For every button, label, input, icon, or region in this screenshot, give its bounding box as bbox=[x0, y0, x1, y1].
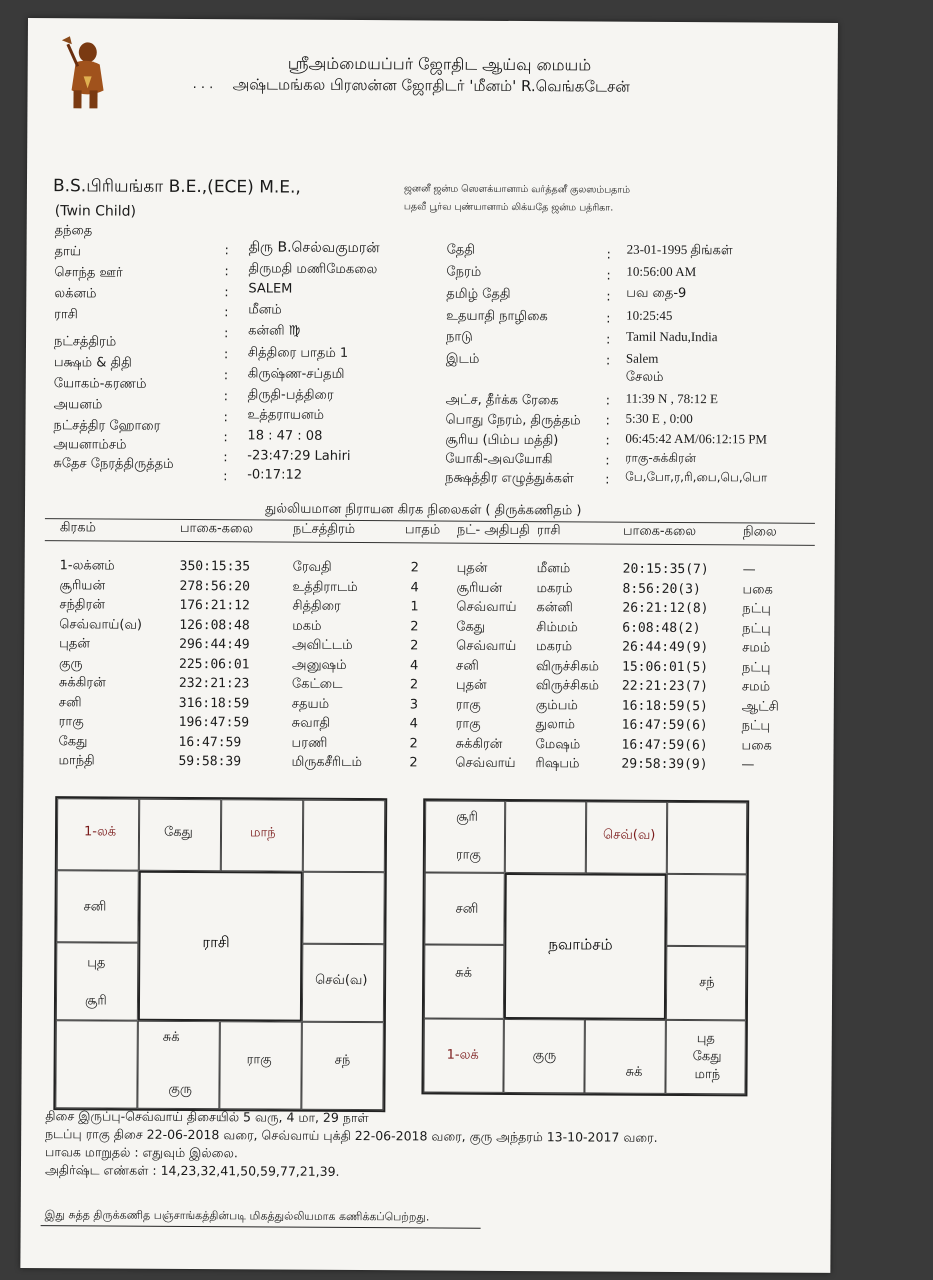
detail-label: யோகி-அவயோகி bbox=[445, 451, 553, 468]
detail-label: தேதி bbox=[446, 242, 475, 258]
planet-cell: 176:21:12 bbox=[179, 597, 250, 614]
header-dots: . . . bbox=[192, 77, 214, 93]
planet-cell: 6:08:48(2) bbox=[622, 620, 701, 636]
planet-cell: சித்திரை bbox=[292, 598, 341, 614]
planet-cell: சதயம் bbox=[291, 696, 330, 712]
planet-cell: மீனம் bbox=[536, 561, 571, 577]
col-header: நட்சத்திரம் bbox=[292, 521, 356, 538]
planet-cell: 2 bbox=[410, 638, 419, 654]
detail-label: சொந்த ஊர் bbox=[54, 265, 123, 281]
planet-cell: 2 bbox=[409, 677, 419, 693]
current-dasa: நடப்பு ராகு திசை 22-06-2018 வரை, செவ்வாய் புக்தி 22-06-2018 வரை, குரு அந்தரம் 13-10-2017 வரை. bbox=[45, 1126, 658, 1145]
detail-label: அயனம் bbox=[53, 397, 103, 413]
planet-cell: 16:47:59(6) bbox=[621, 737, 708, 753]
navamsa-cell-gemini bbox=[667, 802, 747, 874]
detail-label: யோகம்-கரணம் bbox=[53, 376, 147, 392]
planet-name: சனி bbox=[58, 694, 82, 710]
mother-value: திருமதி மணிமேகலை bbox=[248, 261, 378, 278]
blessing-line-2: பதவீ பூர்வ புண்யானாம் லிக்யதே ஜன்ம பத்ரிகா. bbox=[403, 201, 614, 214]
person-name: B.S.பிரியங்கா B.E.,(ECE) M.E., bbox=[52, 176, 301, 198]
navamsa-cell-libra bbox=[584, 1019, 665, 1093]
planet-cell: மகரம் bbox=[536, 639, 573, 655]
rasi-cell-taurus bbox=[221, 799, 303, 871]
planet-cell: சமம் bbox=[742, 640, 771, 656]
lagnam-value: மீனம் bbox=[248, 302, 282, 318]
detail-label: உதயாதி நாழிகை bbox=[446, 308, 548, 325]
yogam-value: திருதி-பத்திரை bbox=[247, 387, 334, 403]
navamsa-planet: சனி bbox=[455, 901, 479, 917]
date-value: 23-01-1995 திங்கள் bbox=[626, 241, 733, 258]
ayanamsa-value: -23:47:29 Lahiri bbox=[247, 448, 351, 464]
detail-label: நட்சத்திர ஹோரை bbox=[53, 418, 161, 434]
planet-cell: சுக்கிரன் bbox=[455, 736, 503, 752]
navamsa-planet: சந் bbox=[699, 975, 715, 991]
yogi-value: ராகு-சுக்கிரன் bbox=[625, 450, 696, 466]
planet-cell: ராகு bbox=[455, 697, 481, 713]
planet-cell: ஆட்சி bbox=[741, 698, 779, 715]
col-header: நட்- அதிபதி bbox=[456, 522, 530, 539]
planet-cell: 2 bbox=[410, 618, 419, 634]
hometown-value: SALEM bbox=[248, 281, 293, 297]
detail-label: அட்ச, தீர்க்க ரேகை bbox=[445, 392, 559, 409]
planet-name: புதன் bbox=[59, 636, 90, 652]
planet-name: சுக்கிரன் bbox=[58, 675, 106, 691]
planet-cell: 59:58:39 bbox=[178, 753, 242, 770]
detail-label: ராசி bbox=[54, 307, 78, 323]
planet-cell: 22:21:23(7) bbox=[621, 678, 709, 695]
navamsa-cell-aries bbox=[505, 801, 586, 873]
planet-cell: 4 bbox=[409, 716, 419, 732]
planet-cell: கேட்டை bbox=[291, 676, 343, 692]
planet-cell: துலாம் bbox=[535, 717, 576, 733]
navamsa-cell-cancer bbox=[666, 874, 746, 946]
planet-cell: நட்பு bbox=[741, 718, 771, 734]
navamsa-planet: சுக் bbox=[455, 965, 473, 981]
planet-cell: பரணி bbox=[291, 735, 328, 751]
rasi-cell-gemini bbox=[303, 800, 385, 872]
horoscope-page bbox=[20, 18, 838, 1273]
dasa-balance: திசை இருப்பு-செவ்வாய் திசையில் 5 வரு, 4 மா, 29 நாள் bbox=[45, 1108, 369, 1126]
rasi-planet: ராகு bbox=[246, 1052, 272, 1068]
planet-cell: 2 bbox=[409, 755, 418, 771]
rasi-cell-virgo bbox=[301, 1022, 384, 1110]
rasi-value: கன்னி ♍ bbox=[248, 323, 301, 339]
detail-label: தாய் bbox=[54, 244, 82, 260]
planet-name: ராகு bbox=[58, 714, 84, 730]
planets-table-title: துல்லியமான நிராயன கிரக நிலைகள் ( திருக்கணிதம் ) bbox=[264, 501, 582, 519]
rasi-planet: சனி bbox=[83, 899, 107, 915]
place-tamil-value: சேலம் bbox=[625, 369, 664, 385]
navamsa-cell-scorpio bbox=[503, 1019, 584, 1093]
correction-value: -0:17:12 bbox=[247, 467, 303, 483]
planet-name: செவ்வாய்(வ) bbox=[59, 616, 143, 633]
rasi-cell-cancer bbox=[302, 872, 384, 944]
planet-cell: 1 bbox=[410, 599, 419, 615]
rasi-cell-libra bbox=[219, 1021, 302, 1109]
rasi-planet: சுக் bbox=[162, 1029, 180, 1045]
planet-cell: 29:58:39(9) bbox=[621, 756, 708, 773]
rasi-planet: மாந் bbox=[249, 825, 276, 841]
navamsa-planet: ராகு bbox=[455, 847, 481, 863]
planet-cell: 316:18:59 bbox=[178, 695, 250, 711]
planet-cell: 2 bbox=[410, 560, 419, 576]
detail-label: இடம் bbox=[445, 351, 480, 367]
planet-cell: 8:56:20(3) bbox=[622, 581, 701, 597]
rasi-chart-label: ராசி bbox=[202, 933, 230, 952]
navamsa-cell-leo bbox=[666, 946, 746, 1020]
place-value: Salem bbox=[625, 350, 659, 366]
col-header: பாகை-கலை bbox=[622, 523, 697, 540]
planet-cell: 4 bbox=[410, 579, 419, 595]
rasi-cell-pisces bbox=[57, 798, 139, 870]
tamil-date-value: பவ தை-9 bbox=[626, 285, 687, 302]
navamsa-cell-virgo bbox=[665, 1020, 745, 1094]
planet-cell: 225:06:01 bbox=[179, 656, 250, 672]
rasi-cell-aquarius bbox=[56, 870, 138, 942]
gmt-value: 5:30 E , 0:00 bbox=[625, 410, 693, 427]
rasi-cell-scorpio bbox=[137, 1021, 220, 1109]
rasi-planet: புத bbox=[87, 955, 106, 971]
detail-label: அயனாம்சம் bbox=[53, 437, 127, 453]
rasi-planet: செவ்(வ) bbox=[315, 972, 368, 989]
planet-cell: 3 bbox=[409, 696, 419, 712]
planet-cell: 126:08:48 bbox=[179, 617, 250, 633]
planet-cell: சனி bbox=[456, 658, 479, 674]
planet-cell: 16:18:59(5) bbox=[621, 698, 708, 714]
detail-label: நேரம் bbox=[446, 264, 482, 280]
planet-cell: பகை bbox=[741, 737, 772, 754]
latlong-value: 11:39 N , 78:12 E bbox=[625, 390, 719, 407]
rasi-planet: குரு bbox=[168, 1081, 193, 1098]
navamsa-planet: கேது bbox=[692, 1049, 722, 1065]
blessing-verse bbox=[404, 180, 764, 218]
navamsa-planet: 1-லக் bbox=[446, 1047, 479, 1063]
rasi-cell-sagittarius bbox=[55, 1020, 138, 1108]
planet-cell: 26:44:49(9) bbox=[622, 639, 709, 656]
col-header: பாகை-கலை bbox=[179, 520, 254, 537]
star-value: சித்திரை பாதம் 1 bbox=[247, 345, 349, 361]
navamsa-planet: குரு bbox=[532, 1048, 557, 1064]
planet-cell: 20:15:35(7) bbox=[622, 561, 709, 578]
planet-cell: சுவாதி bbox=[291, 715, 331, 731]
planet-name: கேது bbox=[58, 733, 88, 749]
navamsa-cell-sagittarius bbox=[423, 1018, 503, 1092]
planet-cell: செவ்வாய் bbox=[456, 599, 517, 615]
planet-name: சூரியன் bbox=[59, 577, 106, 593]
blessing-line-1: ஜனனீ ஜன்ம ஸௌக்யானாம் வர்த்தனீ குலஸம்பதாம் bbox=[403, 183, 631, 196]
planet-cell: ராகு bbox=[455, 716, 481, 732]
ayanam-value: உத்தராயனம் bbox=[247, 407, 325, 423]
planet-cell: அனுஷம் bbox=[292, 657, 347, 673]
country-value: Tamil Nadu,India bbox=[626, 328, 718, 345]
calculation-note: இது சுத்த திருக்கணித பஞ்சாங்கத்தின்படி மிகத்துல்லியமாக கணிக்கப்பெற்றது. bbox=[44, 1208, 430, 1224]
navamsa-cell-pisces bbox=[425, 800, 505, 872]
planet-cell: 196:47:59 bbox=[178, 714, 250, 731]
planet-cell: 15:06:01(5) bbox=[622, 659, 709, 675]
rasi-planet: சந் bbox=[334, 1052, 351, 1068]
sunrise-value: 06:45:42 AM/06:12:15 PM bbox=[625, 430, 768, 447]
details-right: தேதி நேரம் தமிழ் தேதி உதயாதி நாழிகை நாடு இடம் அட்ச, தீர்க்க ரேகை பொது நேரம், திருத்தம் சூரிய (பிம்ப மத்தி) யோகி-அவயோகி நக்ஷத்திர எழுத்துக்கள் : : : : : : : : : : : 23-01-1995 திங்கள் 10:56:00 AM பவ தை-9 10:25:45 Tamil Nadu,India Salem சேலம் 11:39 N , 78:12 E 5:30 E , 0:00 06:45:42 AM/06:12:15 PM ராகு-சுக்கிரன் பே,போ,ர,ரி,பை,பெ,பொ bbox=[445, 241, 768, 488]
planet-cell: சிம்மம் bbox=[536, 619, 578, 635]
navamsa-cell-capricorn bbox=[424, 944, 504, 1018]
planet-cell: பகை bbox=[742, 581, 773, 598]
details-left: தந்தை தாய் சொந்த ஊர் லக்னம் ராசி நட்சத்திரம் பக்ஷம் & திதி யோகம்-கரணம் அயனம் நட்சத்திர ஹோரை அயனாம்சம் சுதேச நேரத்திருத்தம் : : : : : : : : : : : : திரு B.செல்வகுமரன் திருமதி மணிமேகலை SALEM மீனம் கன்னி ♍ சித்திரை பாதம் 1 கிருஷ்ண-சப்தமி திருதி-பத்திரை உத்தராயனம் 18 : 47 : 08 -23:47:29 Lahiri -0:17:12 bbox=[53, 223, 380, 485]
planet-name: குரு bbox=[59, 655, 83, 671]
lucky-numbers: அதிர்ஷ்ட எண்கள் : 14,23,32,41,50,59,77,21,39. bbox=[44, 1162, 340, 1179]
table-header-rule bbox=[45, 540, 815, 546]
detail-label: லக்னம் bbox=[54, 286, 97, 302]
bhava-change: பாவக மாறுதல் : எதுவும் இல்லை. bbox=[45, 1144, 238, 1161]
navamsa-center bbox=[504, 873, 667, 1020]
detail-label: சூரிய (பிம்ப மத்தி) bbox=[445, 432, 559, 449]
col-header: பாதம் bbox=[404, 522, 441, 538]
rasi-planet: சூரி bbox=[84, 993, 107, 1009]
detail-label: நாடு bbox=[446, 329, 473, 345]
planet-cell: விருச்சிகம் bbox=[535, 678, 599, 694]
navamsa-planet: சூரி bbox=[456, 809, 478, 825]
navamsa-cell-aquarius bbox=[424, 872, 504, 944]
planet-cell: கன்னி bbox=[536, 600, 573, 616]
rasi-center bbox=[138, 871, 303, 1022]
detail-label: சுதேச நேரத்திருத்தம் bbox=[53, 456, 174, 472]
col-header: நிலை bbox=[742, 524, 777, 540]
planet-cell: மிருகசீரிடம் bbox=[291, 754, 363, 771]
navamsa-chart bbox=[421, 798, 749, 1096]
detail-label: நட்சத்திரம் bbox=[53, 334, 117, 350]
planet-name: மாந்தி bbox=[58, 753, 95, 769]
father-value: திரு B.செல்வகுமரன் bbox=[248, 239, 380, 257]
planet-cell: செவ்வாய் bbox=[456, 638, 517, 654]
planet-cell: மகரம் bbox=[536, 580, 573, 596]
planet-cell: 232:21:23 bbox=[178, 675, 250, 692]
planet-cell: 16:47:59(6) bbox=[621, 717, 708, 734]
twin-child-note: (Twin Child) bbox=[54, 203, 137, 220]
astrologer-title: அஷ்டமங்கல பிரஸன்ன ஜோதிடர் 'மீனம்' R.வெங்கடேசன் bbox=[232, 75, 630, 96]
planet-cell: புதன் bbox=[456, 560, 488, 576]
center-title: ஸ்ரீஅம்மையப்பர் ஜோதிட ஆய்வு மையம் bbox=[287, 53, 592, 75]
planet-cell: அவிட்டம் bbox=[292, 637, 353, 653]
rasi-cell-leo bbox=[302, 944, 384, 1022]
deity-logo-icon bbox=[53, 32, 115, 112]
planet-cell: நட்பு bbox=[742, 659, 771, 676]
planet-name: சந்திரன் bbox=[59, 597, 105, 613]
rasi-chart bbox=[53, 796, 387, 1112]
rasi-planet: 1-லக் bbox=[83, 824, 117, 840]
planet-cell: நட்பு bbox=[742, 620, 771, 637]
planet-cell: — bbox=[741, 757, 755, 773]
planet-cell: நட்பு bbox=[742, 601, 771, 617]
planet-cell: சமம் bbox=[741, 679, 771, 695]
navamsa-chart-label: நவாம்சம் bbox=[548, 935, 613, 954]
navamsa-planet: புத bbox=[696, 1031, 715, 1047]
detail-label: பக்ஷம் & திதி bbox=[53, 355, 132, 371]
detail-label: பொது நேரம், திருத்தம் bbox=[445, 412, 581, 429]
planet-cell: 16:47:59 bbox=[178, 734, 242, 750]
rasi-planet: கேது bbox=[163, 824, 193, 841]
planet-name: 1-லக்னம் bbox=[59, 558, 115, 574]
planet-cell: உத்திராடம் bbox=[292, 579, 358, 595]
col-header: கிரகம் bbox=[59, 520, 97, 536]
hora-value: 18 : 47 : 08 bbox=[247, 428, 323, 444]
rasi-cell-capricorn bbox=[56, 942, 138, 1020]
detail-label: நக்ஷத்திர எழுத்துக்கள் bbox=[445, 470, 574, 487]
navamsa-planet: செவ்(வ) bbox=[602, 827, 656, 843]
time-value: 10:56:00 AM bbox=[626, 263, 697, 280]
planet-cell: 350:15:35 bbox=[179, 558, 251, 575]
planet-cell: ரேவதி bbox=[292, 559, 332, 575]
planet-cell: மகம் bbox=[292, 618, 322, 634]
planet-cell: 2 bbox=[409, 735, 418, 751]
navamsa-planet: சுக் bbox=[625, 1064, 643, 1080]
naazhigai-value: 10:25:45 bbox=[626, 307, 673, 323]
detail-label: தந்தை bbox=[54, 223, 93, 239]
planet-cell: கேது bbox=[456, 619, 486, 635]
navamsa-planet: மாந் bbox=[694, 1067, 721, 1083]
planet-cell: 26:21:12(8) bbox=[622, 600, 709, 617]
col-header: ராசி bbox=[536, 523, 561, 539]
planet-cell: 4 bbox=[410, 657, 419, 673]
planet-cell: 296:44:49 bbox=[179, 636, 250, 653]
paksham-value: கிருஷ்ண-சப்தமி bbox=[247, 366, 345, 382]
planet-cell: — bbox=[742, 562, 756, 578]
planet-cell: செவ்வாய் bbox=[455, 755, 516, 771]
planet-cell: சூரியன் bbox=[456, 580, 503, 596]
navamsa-cell-taurus bbox=[586, 801, 667, 873]
planet-cell: புதன் bbox=[455, 677, 487, 693]
planet-cell: ரிஷபம் bbox=[535, 756, 580, 772]
detail-label: தமிழ் தேதி bbox=[446, 286, 511, 302]
planet-cell: விருச்சிகம் bbox=[536, 658, 600, 675]
rasi-cell-aries bbox=[139, 799, 221, 871]
letters-value: பே,போ,ர,ரி,பை,பெ,பொ bbox=[625, 469, 768, 485]
planet-cell: கும்பம் bbox=[535, 697, 578, 713]
footer-underline bbox=[41, 1225, 481, 1229]
planet-cell: மேஷம் bbox=[535, 736, 581, 752]
planet-cell: 278:56:20 bbox=[179, 578, 251, 594]
